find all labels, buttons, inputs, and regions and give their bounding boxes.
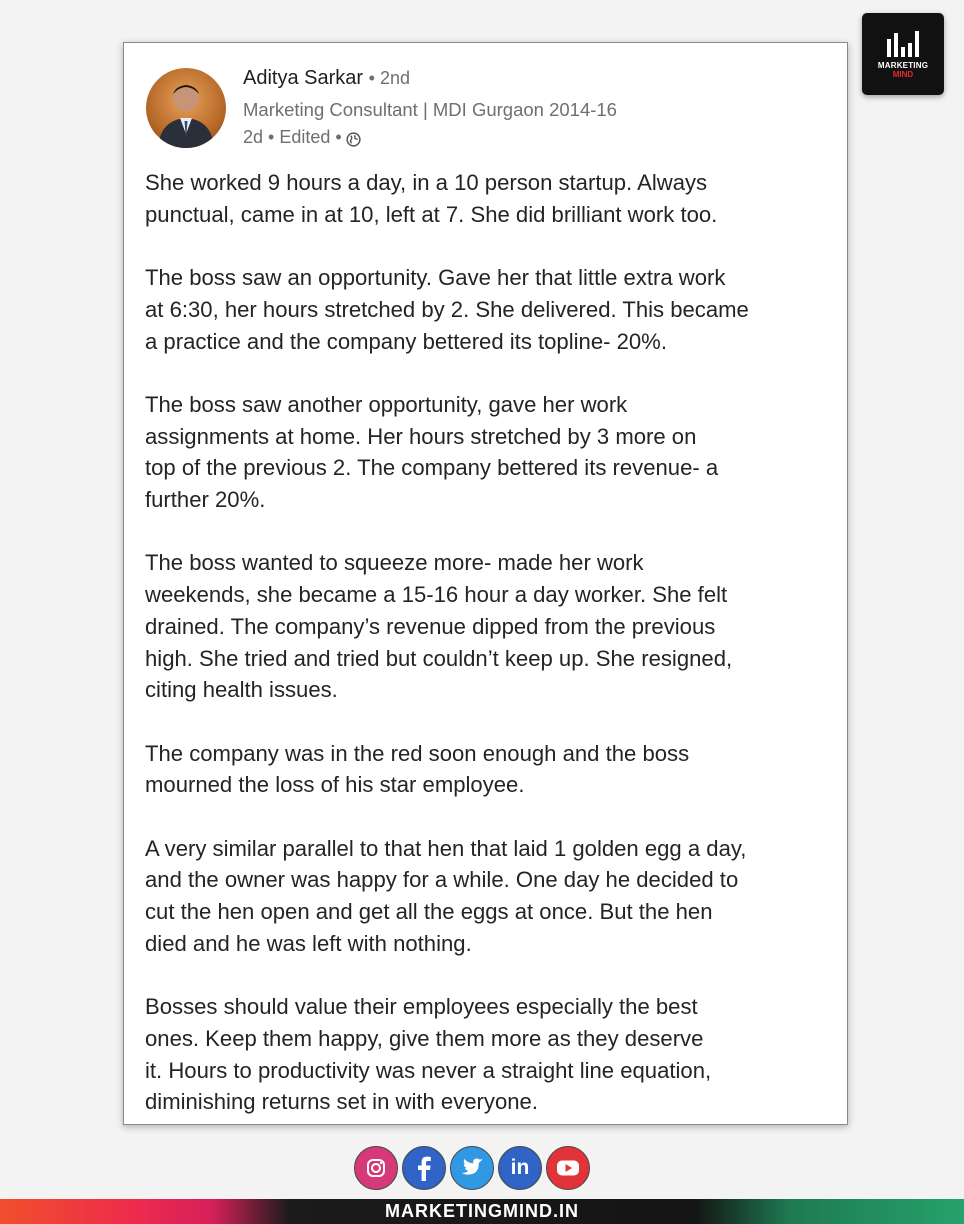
social-links — [354, 1146, 590, 1190]
instagram-icon[interactable] — [354, 1146, 398, 1190]
brand-name: MARKETING — [877, 61, 929, 70]
twitter-icon[interactable] — [450, 1146, 494, 1190]
post-body — [145, 167, 835, 1150]
post-paragraph: The boss saw an opportunity. Gave her that little extra work at 6:30, her hours stretched by 2. She delivered. This became a practice and the company bettered its topline- 20%. — [145, 265, 749, 354]
avatar[interactable] — [146, 68, 226, 148]
author-name[interactable]: Aditya Sarkar — [243, 67, 364, 89]
footer-bar — [0, 1199, 964, 1224]
connection-separator: • — [368, 68, 380, 88]
post-paragraph: The boss wanted to squeeze more- made her work weekends, she became a 15-16 hour a day worker. She felt drained. The company’s revenue dipped from the previous high. She tried and tried but couldn’t keep up. She resigned, citing health issues. — [145, 550, 733, 703]
facebook-icon[interactable] — [402, 1146, 446, 1190]
youtube-icon[interactable] — [546, 1146, 590, 1190]
post-meta — [243, 127, 361, 148]
author-line — [243, 67, 410, 90]
linkedin-icon[interactable] — [498, 1146, 542, 1190]
brand-logo — [862, 13, 944, 95]
person-photo-icon — [146, 68, 226, 148]
post-paragraph: She worked 9 hours a day, in a 10 person startup. Always punctual, came in at 10, left at 7. She did brilliant work too. — [145, 170, 718, 227]
globe-icon — [346, 131, 361, 146]
author-headline: Marketing Consultant | MDI Gurgaon 2014-16 — [243, 99, 617, 120]
post-paragraph: A very similar parallel to that hen that laid 1 golden egg a day, and the owner was happy for a while. One day he decided to cut the hen open and get all the eggs at once. But the hen died and he was left with nothing. — [145, 835, 747, 956]
post-paragraph: Bosses should value their employees especially the best ones. Keep them happy, give them more as they deserve it. Hours to productivity was never a straight line equation, diminishing returns set in with everyone. — [145, 994, 712, 1115]
connection-degree: 2nd — [379, 68, 410, 88]
brand-name-accent: MIND — [892, 70, 914, 79]
bar-chart-logo-icon — [862, 31, 944, 57]
post-paragraph: The boss saw another opportunity, gave her work assignments at home. Her hours stretched by 3 more on top of the previous 2. The company bettered its revenue- a further 20%. — [145, 391, 719, 512]
linkedin-label: in — [510, 1156, 530, 1179]
post-card — [123, 42, 848, 1125]
post-paragraph: The company was in the red soon enough and the boss mourned the loss of his star employee. — [145, 740, 690, 798]
footer-site-link[interactable]: MARKETINGMIND.IN — [385, 1201, 579, 1221]
post-meta-text: 2d • Edited • — [243, 127, 342, 147]
